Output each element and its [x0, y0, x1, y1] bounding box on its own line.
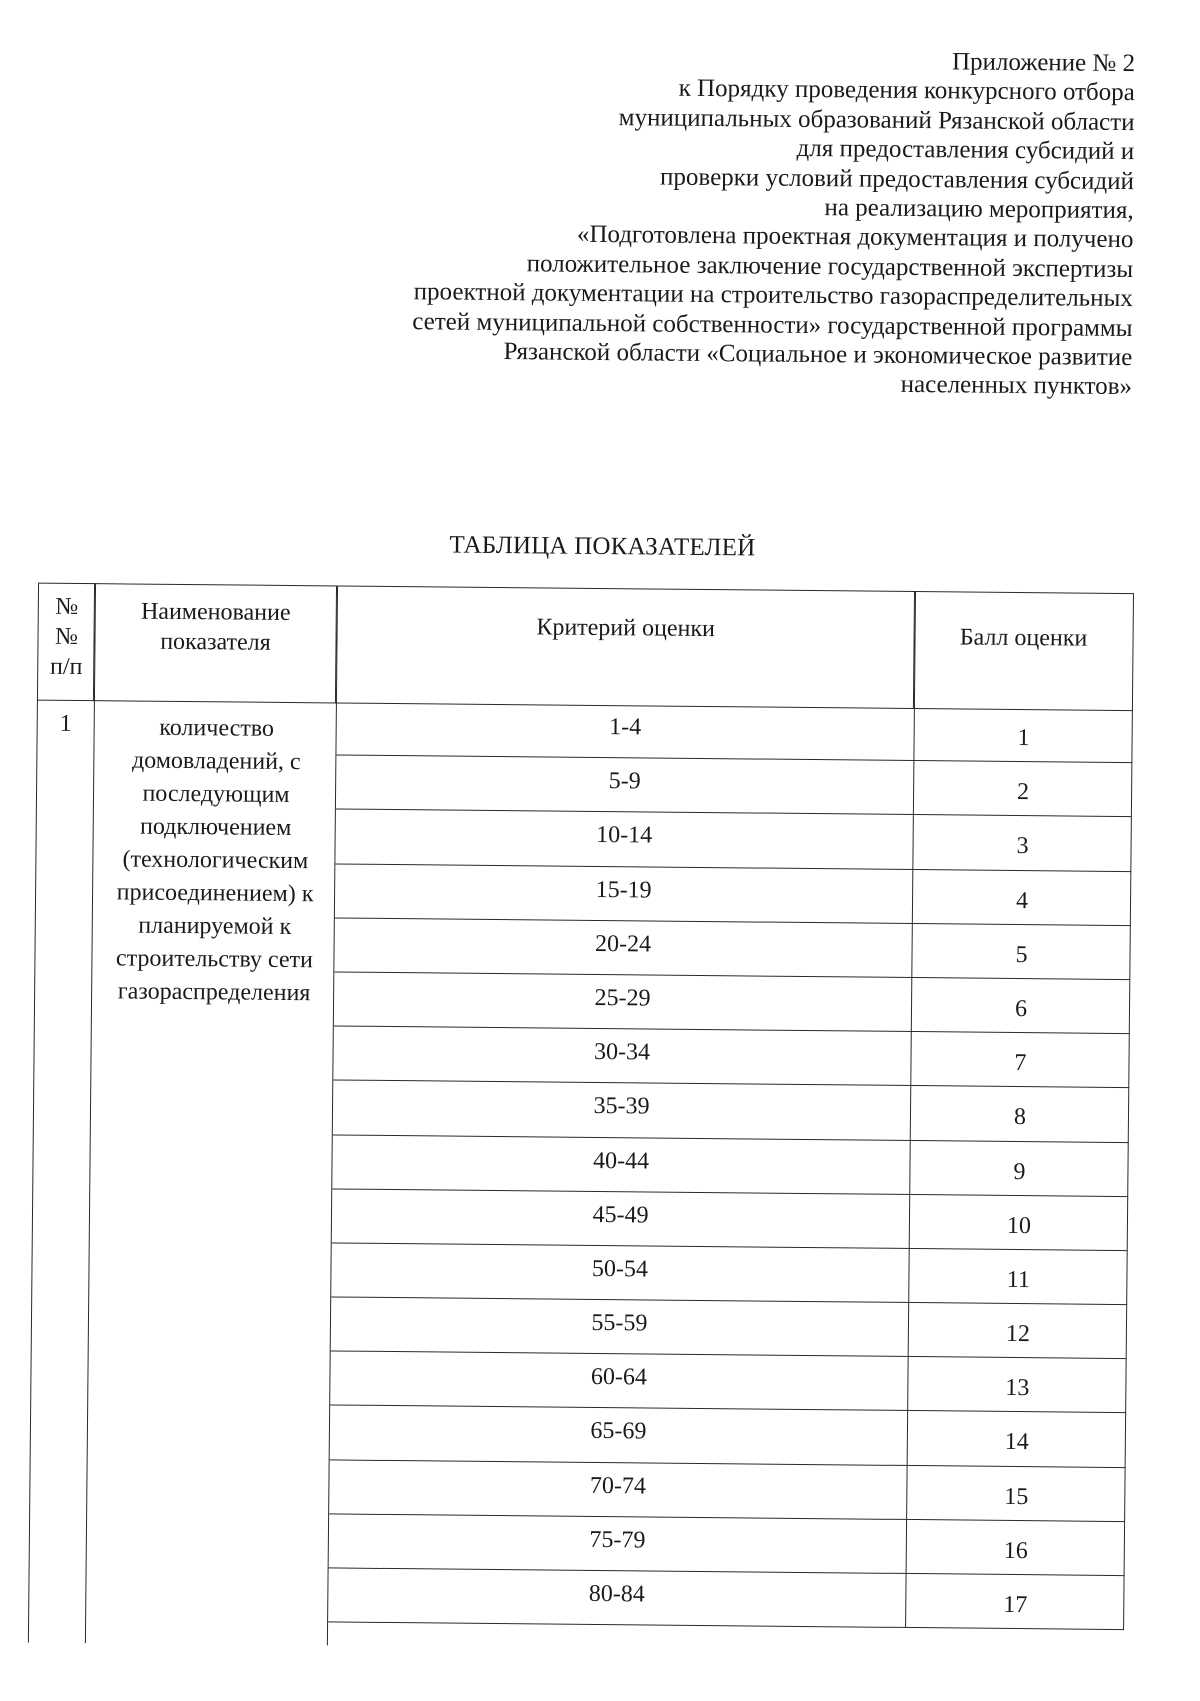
criterion-cell: 40-44	[332, 1135, 910, 1194]
criterion-cell: 70-74	[329, 1460, 907, 1519]
table-row	[333, 1081, 1129, 1143]
header-name-cell	[93, 583, 338, 703]
indicator-line: последующим	[142, 780, 290, 809]
table-row	[331, 1243, 1127, 1305]
header-num-line: №	[54, 623, 79, 650]
score-cell: 13	[1005, 1375, 1030, 1402]
indicator-line: подключением	[139, 813, 292, 842]
table-row	[330, 1406, 1126, 1468]
score-cell: 8	[1013, 1104, 1027, 1131]
header-line: населенных пунктов»	[900, 371, 1133, 401]
criterion-cell: 25-29	[334, 972, 912, 1031]
header-line: Приложение № 2	[951, 48, 1136, 78]
document-title: ТАБЛИЦА ПОКАЗАТЕЛЕЙ	[449, 531, 756, 562]
criterion-cell: 15-19	[335, 864, 913, 923]
score-cell: 12	[1005, 1320, 1031, 1348]
criterion-cell: 65-69	[330, 1406, 908, 1465]
table-row	[330, 1352, 1126, 1414]
table-row	[335, 864, 1131, 926]
criterion-cell: 10-14	[335, 810, 913, 869]
criterion-cell: 35-39	[333, 1081, 911, 1140]
header-num-line: №	[55, 593, 79, 620]
indicator-line: газораспределения	[117, 978, 311, 1007]
score-cell: 9	[1013, 1158, 1026, 1185]
header-line: «Подготовлена проектная документация и получено	[576, 221, 1134, 254]
table-row	[329, 1460, 1125, 1522]
criteria-rows	[328, 701, 1133, 1630]
header-line: муниципальных образований Рязанской области	[618, 103, 1135, 136]
criterion-cell: 50-54	[331, 1243, 909, 1302]
indicator-name	[95, 711, 336, 1010]
row-number: 1	[59, 710, 72, 737]
criterion-cell: 5-9	[336, 756, 914, 815]
header-num-cell	[37, 583, 96, 702]
header-num-line: п/п	[49, 653, 83, 681]
header-line: проектной документации на строительство газораспределительных	[413, 278, 1133, 313]
header-line: на реализацию мероприятия,	[824, 194, 1134, 225]
criterion-cell: 1-4	[336, 701, 914, 760]
score-cell: 15	[1004, 1483, 1029, 1510]
indicator-line: домовладений, с	[131, 747, 301, 776]
score-cell: 16	[1003, 1537, 1028, 1564]
indicator-line: строительству сети	[115, 945, 314, 974]
table-row	[328, 1568, 1124, 1630]
table-row	[336, 701, 1132, 763]
header-criterion-label: Критерий оценки	[536, 614, 716, 643]
score-cell: 10	[1006, 1212, 1032, 1239]
score-cell: 4	[1015, 887, 1029, 914]
score-cell: 7	[1014, 1050, 1027, 1077]
table-row	[336, 756, 1132, 818]
criterion-cell: 60-64	[330, 1352, 908, 1411]
header-name-line: Наименование	[140, 598, 291, 627]
table-row	[332, 1189, 1128, 1251]
criterion-cell: 30-34	[333, 1027, 911, 1086]
score-cell: 2	[1016, 779, 1030, 806]
table-row	[332, 1135, 1128, 1197]
score-cell: 6	[1014, 995, 1028, 1023]
header-line: положительное заключение государственной экспертизы	[526, 250, 1134, 283]
left-columns	[28, 699, 337, 1646]
criterion-cell: 20-24	[334, 918, 912, 977]
criterion-cell: 80-84	[328, 1568, 906, 1627]
header-score-label: Балл оценки	[959, 624, 1088, 652]
header-criterion-cell	[335, 585, 916, 709]
header-line: для предоставления субсидий и	[796, 135, 1135, 166]
table-row	[333, 1027, 1129, 1089]
score-cell: 5	[1015, 941, 1028, 968]
score-cell: 11	[1006, 1266, 1031, 1294]
header-name-line: показателя	[160, 628, 271, 656]
table-row	[335, 810, 1131, 872]
column-divider	[85, 699, 95, 1643]
score-cell: 14	[1004, 1429, 1029, 1456]
table-row	[334, 918, 1130, 980]
appendix-header	[232, 40, 1135, 401]
score-cell: 17	[1003, 1591, 1028, 1619]
header-line: проверки условий предоставления субсидий	[659, 163, 1135, 195]
header-line: Рязанской области «Социальное и экономическое развитие	[503, 338, 1133, 372]
indicators-table	[28, 583, 1134, 1653]
header-line: сетей муниципальной собственности» государственной программы	[412, 307, 1133, 342]
criterion-cell: 45-49	[332, 1189, 910, 1248]
indicator-line: планируемой к	[138, 912, 292, 941]
header-score-cell	[913, 591, 1134, 711]
indicator-line: количество	[159, 714, 275, 742]
table-row	[334, 972, 1130, 1034]
score-cell: 1	[1017, 725, 1030, 752]
indicator-line: (технологическим	[122, 846, 309, 875]
score-cell: 3	[1016, 833, 1029, 860]
header-line: к Порядку проведения конкурсного отбора	[678, 75, 1135, 107]
table-row	[331, 1298, 1127, 1360]
criterion-cell: 55-59	[331, 1298, 909, 1357]
criterion-cell: 75-79	[329, 1514, 907, 1573]
indicator-line: присоединением) к	[116, 879, 314, 908]
table-row	[329, 1514, 1125, 1576]
